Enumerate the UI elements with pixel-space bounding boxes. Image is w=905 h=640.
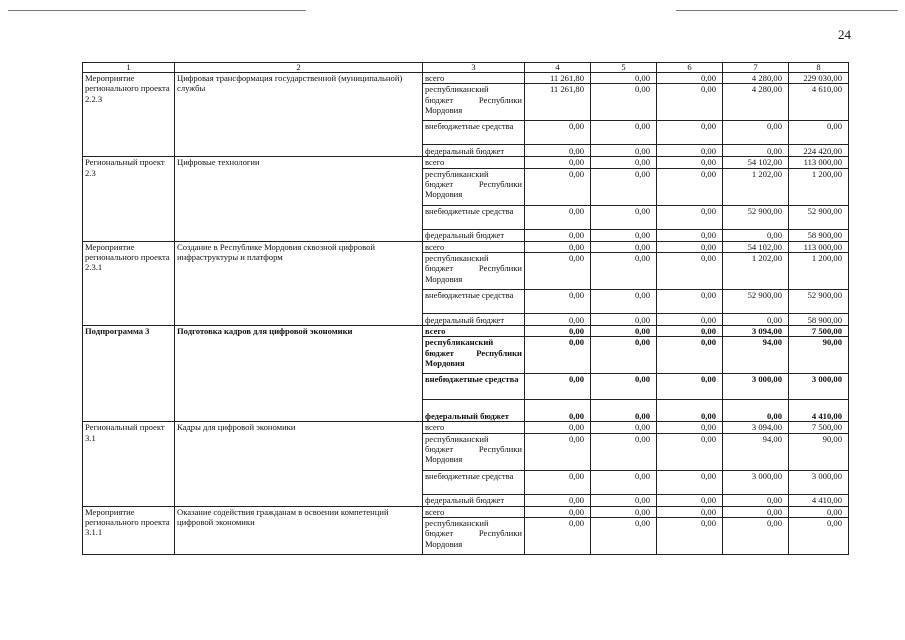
value-cell-col4: 0,00 [525, 374, 591, 400]
source-label-line2 [425, 179, 522, 189]
source-label-line3: Мордовия [425, 357, 465, 368]
value-cell-col8: 0,00 [789, 121, 849, 145]
value-cell-col8: 52 900,00 [789, 289, 849, 313]
value-cell-col8: 0,00 [789, 506, 849, 517]
source-label-regional [423, 84, 525, 121]
value-cell-col4: 0,00 [525, 313, 591, 325]
value-cell-col8: 52 900,00 [789, 205, 849, 229]
value-cell-col6: 0,00 [657, 400, 723, 422]
value-cell-col7: 0,00 [723, 313, 789, 325]
source-label-regional [423, 337, 525, 374]
section-name: Мероприятие регионального проекта 2.3.1 [83, 241, 175, 325]
value-cell-col5: 0,00 [591, 145, 657, 157]
value-cell-col7: 0,00 [723, 229, 789, 241]
value-cell-col8: 1 200,00 [789, 252, 849, 289]
value-cell-col5: 0,00 [591, 121, 657, 145]
source-label-line1: республиканский [425, 433, 489, 444]
value-cell-col5: 0,00 [591, 517, 657, 554]
value-cell-col5: 0,00 [591, 400, 657, 422]
value-cell-col5: 0,00 [591, 422, 657, 433]
value-cell-col6: 0,00 [657, 73, 723, 84]
source-label-word: Республики [478, 528, 522, 539]
source-label-word: бюджет [425, 347, 454, 358]
value-cell-col6: 0,00 [657, 494, 723, 506]
section-title: Создание в Республике Мордовия сквозной цифровой инфраструктуры и платформ [175, 241, 423, 325]
source-label-word: Республики [478, 263, 522, 274]
col-header-1: 1 [83, 63, 175, 73]
value-cell-col7: 3 094,00 [723, 325, 789, 336]
value-cell-col4: 0,00 [525, 400, 591, 422]
value-cell-col6: 0,00 [657, 374, 723, 400]
value-cell-col4: 0,00 [525, 337, 591, 374]
value-cell-col6: 0,00 [657, 506, 723, 517]
value-cell-col7: 1 202,00 [723, 252, 789, 289]
value-cell-col5: 0,00 [591, 241, 657, 252]
table-row-total [83, 422, 849, 433]
value-cell-col6: 0,00 [657, 252, 723, 289]
value-cell-col6: 0,00 [657, 145, 723, 157]
value-cell-col6: 0,00 [657, 433, 723, 470]
source-label-offbudget: внебюджетные средства [423, 289, 525, 313]
col-header-8: 8 [789, 63, 849, 73]
value-cell-col8: 4 410,00 [789, 494, 849, 506]
value-cell-col8: 229 030,00 [789, 73, 849, 84]
source-label-regional [423, 168, 525, 205]
top-rule-left [8, 10, 306, 11]
column-numbers-row [83, 63, 849, 73]
value-cell-col7: 3 000,00 [723, 470, 789, 494]
source-label-word: бюджет [425, 263, 454, 274]
source-label-line1: республиканский [425, 168, 489, 179]
section-title: Цифровые технологии [175, 157, 423, 241]
value-cell-col4: 0,00 [525, 494, 591, 506]
col-header-3: 3 [423, 63, 525, 73]
value-cell-col7: 0,00 [723, 506, 789, 517]
value-cell-col8: 7 500,00 [789, 325, 849, 336]
source-label-federal: федеральный бюджет [423, 145, 525, 157]
value-cell-col8: 224 420,00 [789, 145, 849, 157]
value-cell-col5: 0,00 [591, 73, 657, 84]
top-rule-right [676, 10, 898, 11]
source-label-line2 [425, 444, 522, 454]
value-cell-col6: 0,00 [657, 241, 723, 252]
value-cell-col6: 0,00 [657, 229, 723, 241]
section-title: Кадры для цифровой экономики [175, 422, 423, 506]
value-cell-col6: 0,00 [657, 289, 723, 313]
value-cell-col8: 90,00 [789, 337, 849, 374]
source-label-offbudget: внебюджетные средства [423, 205, 525, 229]
value-cell-col4: 0,00 [525, 470, 591, 494]
value-cell-col4: 0,00 [525, 229, 591, 241]
value-cell-col4: 0,00 [525, 506, 591, 517]
section-name: Подпрограмма 3 [83, 325, 175, 421]
value-cell-col8: 58 900,00 [789, 313, 849, 325]
value-cell-col8: 4 410,00 [789, 400, 849, 422]
source-label-line2 [425, 95, 522, 105]
source-label-federal: федеральный бюджет [423, 400, 525, 422]
value-cell-col4: 0,00 [525, 205, 591, 229]
source-label-word: бюджет [425, 178, 454, 189]
value-cell-col5: 0,00 [591, 313, 657, 325]
source-label-line2 [425, 528, 522, 538]
source-label-total: всего [423, 241, 525, 252]
value-cell-col8: 113 000,00 [789, 157, 849, 168]
value-cell-col4: 0,00 [525, 433, 591, 470]
value-cell-col8: 113 000,00 [789, 241, 849, 252]
source-label-word: Республики [476, 347, 522, 358]
value-cell-col4: 0,00 [525, 145, 591, 157]
value-cell-col7: 0,00 [723, 145, 789, 157]
col-header-7: 7 [723, 63, 789, 73]
source-label-federal: федеральный бюджет [423, 229, 525, 241]
value-cell-col6: 0,00 [657, 168, 723, 205]
table-row-total [83, 73, 849, 84]
source-label-line3: Мордовия [425, 273, 463, 284]
section-name: Мероприятие регионального проекта 3.1.1 [83, 506, 175, 554]
source-label-offbudget: внебюджетные средства [423, 470, 525, 494]
source-label-total: всего [423, 157, 525, 168]
value-cell-col5: 0,00 [591, 470, 657, 494]
value-cell-col5: 0,00 [591, 205, 657, 229]
source-label-line1: республиканский [425, 517, 489, 528]
source-label-offbudget: внебюджетные средства [423, 121, 525, 145]
source-label-total: всего [423, 422, 525, 433]
col-header-2: 2 [175, 63, 423, 73]
value-cell-col8: 0,00 [789, 517, 849, 554]
value-cell-col7: 4 280,00 [723, 73, 789, 84]
value-cell-col5: 0,00 [591, 84, 657, 121]
value-cell-col5: 0,00 [591, 252, 657, 289]
value-cell-col7: 94,00 [723, 433, 789, 470]
source-label-word: Республики [478, 443, 522, 454]
source-label-line3: Мордовия [425, 189, 463, 200]
value-cell-col8: 4 610,00 [789, 84, 849, 121]
value-cell-col4: 0,00 [525, 325, 591, 336]
source-label-word: Республики [478, 178, 522, 189]
value-cell-col4: 11 261,80 [525, 73, 591, 84]
value-cell-col5: 0,00 [591, 337, 657, 374]
section-title: Оказание содействия гражданам в освоении компетенций цифровой экономики [175, 506, 423, 554]
value-cell-col6: 0,00 [657, 325, 723, 336]
value-cell-col6: 0,00 [657, 517, 723, 554]
value-cell-col8: 58 900,00 [789, 229, 849, 241]
col-header-6: 6 [657, 63, 723, 73]
value-cell-col7: 4 280,00 [723, 84, 789, 121]
value-cell-col5: 0,00 [591, 433, 657, 470]
section-title: Цифровая трансформация государственной (муниципальной) службы [175, 73, 423, 157]
page-number: 24 [838, 27, 851, 42]
value-cell-col7: 0,00 [723, 517, 789, 554]
value-cell-col7: 0,00 [723, 400, 789, 422]
value-cell-col5: 0,00 [591, 494, 657, 506]
value-cell-col6: 0,00 [657, 422, 723, 433]
value-cell-col5: 0,00 [591, 325, 657, 336]
value-cell-col7: 0,00 [723, 121, 789, 145]
source-label-line1: республиканский [425, 337, 494, 348]
value-cell-col7: 52 900,00 [723, 205, 789, 229]
value-cell-col7: 1 202,00 [723, 168, 789, 205]
value-cell-col4: 0,00 [525, 157, 591, 168]
table-row-total [83, 157, 849, 168]
table-row-total [83, 325, 849, 336]
value-cell-col6: 0,00 [657, 470, 723, 494]
source-label-total: всего [423, 325, 525, 336]
source-label-regional [423, 517, 525, 554]
value-cell-col4: 0,00 [525, 289, 591, 313]
value-cell-col7: 52 900,00 [723, 289, 789, 313]
source-label-word: бюджет [425, 528, 454, 539]
section-name: Региональный проект 3.1 [83, 422, 175, 506]
col-header-4: 4 [525, 63, 591, 73]
value-cell-col7: 94,00 [723, 337, 789, 374]
source-label-total: всего [423, 506, 525, 517]
value-cell-col6: 0,00 [657, 121, 723, 145]
source-label-line3: Мордовия [425, 104, 463, 115]
value-cell-col4: 0,00 [525, 517, 591, 554]
section-title: Подготовка кадров для цифровой экономики [175, 325, 423, 421]
source-label-line2 [425, 263, 522, 273]
budget-table [82, 62, 849, 555]
source-label-offbudget: внебюджетные средства [423, 374, 525, 400]
value-cell-col6: 0,00 [657, 313, 723, 325]
value-cell-col7: 54 102,00 [723, 241, 789, 252]
value-cell-col7: 3 094,00 [723, 422, 789, 433]
value-cell-col8: 7 500,00 [789, 422, 849, 433]
source-label-regional [423, 433, 525, 470]
value-cell-col8: 3 000,00 [789, 470, 849, 494]
value-cell-col7: 54 102,00 [723, 157, 789, 168]
source-label-line2 [425, 348, 522, 358]
col-header-5: 5 [591, 63, 657, 73]
value-cell-col5: 0,00 [591, 157, 657, 168]
value-cell-col4: 0,00 [525, 422, 591, 433]
value-cell-col4: 0,00 [525, 121, 591, 145]
source-label-regional [423, 252, 525, 289]
value-cell-col5: 0,00 [591, 374, 657, 400]
source-label-line3: Мордовия [425, 538, 463, 549]
value-cell-col4: 0,00 [525, 252, 591, 289]
source-label-word: бюджет [425, 443, 454, 454]
value-cell-col7: 3 000,00 [723, 374, 789, 400]
value-cell-col8: 3 000,00 [789, 374, 849, 400]
source-label-line1: республиканский [425, 252, 489, 263]
value-cell-col6: 0,00 [657, 84, 723, 121]
value-cell-col4: 0,00 [525, 168, 591, 205]
value-cell-col5: 0,00 [591, 289, 657, 313]
table-row-total [83, 241, 849, 252]
value-cell-col5: 0,00 [591, 506, 657, 517]
source-label-word: бюджет [425, 94, 454, 105]
value-cell-col8: 1 200,00 [789, 168, 849, 205]
value-cell-col6: 0,00 [657, 205, 723, 229]
source-label-line1: республиканский [425, 84, 489, 95]
value-cell-col4: 0,00 [525, 241, 591, 252]
source-label-line3: Мордовия [425, 454, 463, 465]
table-row-total [83, 506, 849, 517]
value-cell-col6: 0,00 [657, 337, 723, 374]
source-label-federal: федеральный бюджет [423, 494, 525, 506]
value-cell-col4: 11 261,80 [525, 84, 591, 121]
section-name: Мероприятие регионального проекта 2.2.3 [83, 73, 175, 157]
section-name: Региональный проект 2.3 [83, 157, 175, 241]
source-label-federal: федеральный бюджет [423, 313, 525, 325]
value-cell-col8: 90,00 [789, 433, 849, 470]
value-cell-col7: 0,00 [723, 494, 789, 506]
value-cell-col5: 0,00 [591, 168, 657, 205]
source-label-word: Республики [478, 94, 522, 105]
value-cell-col6: 0,00 [657, 157, 723, 168]
source-label-total: всего [423, 73, 525, 84]
value-cell-col5: 0,00 [591, 229, 657, 241]
